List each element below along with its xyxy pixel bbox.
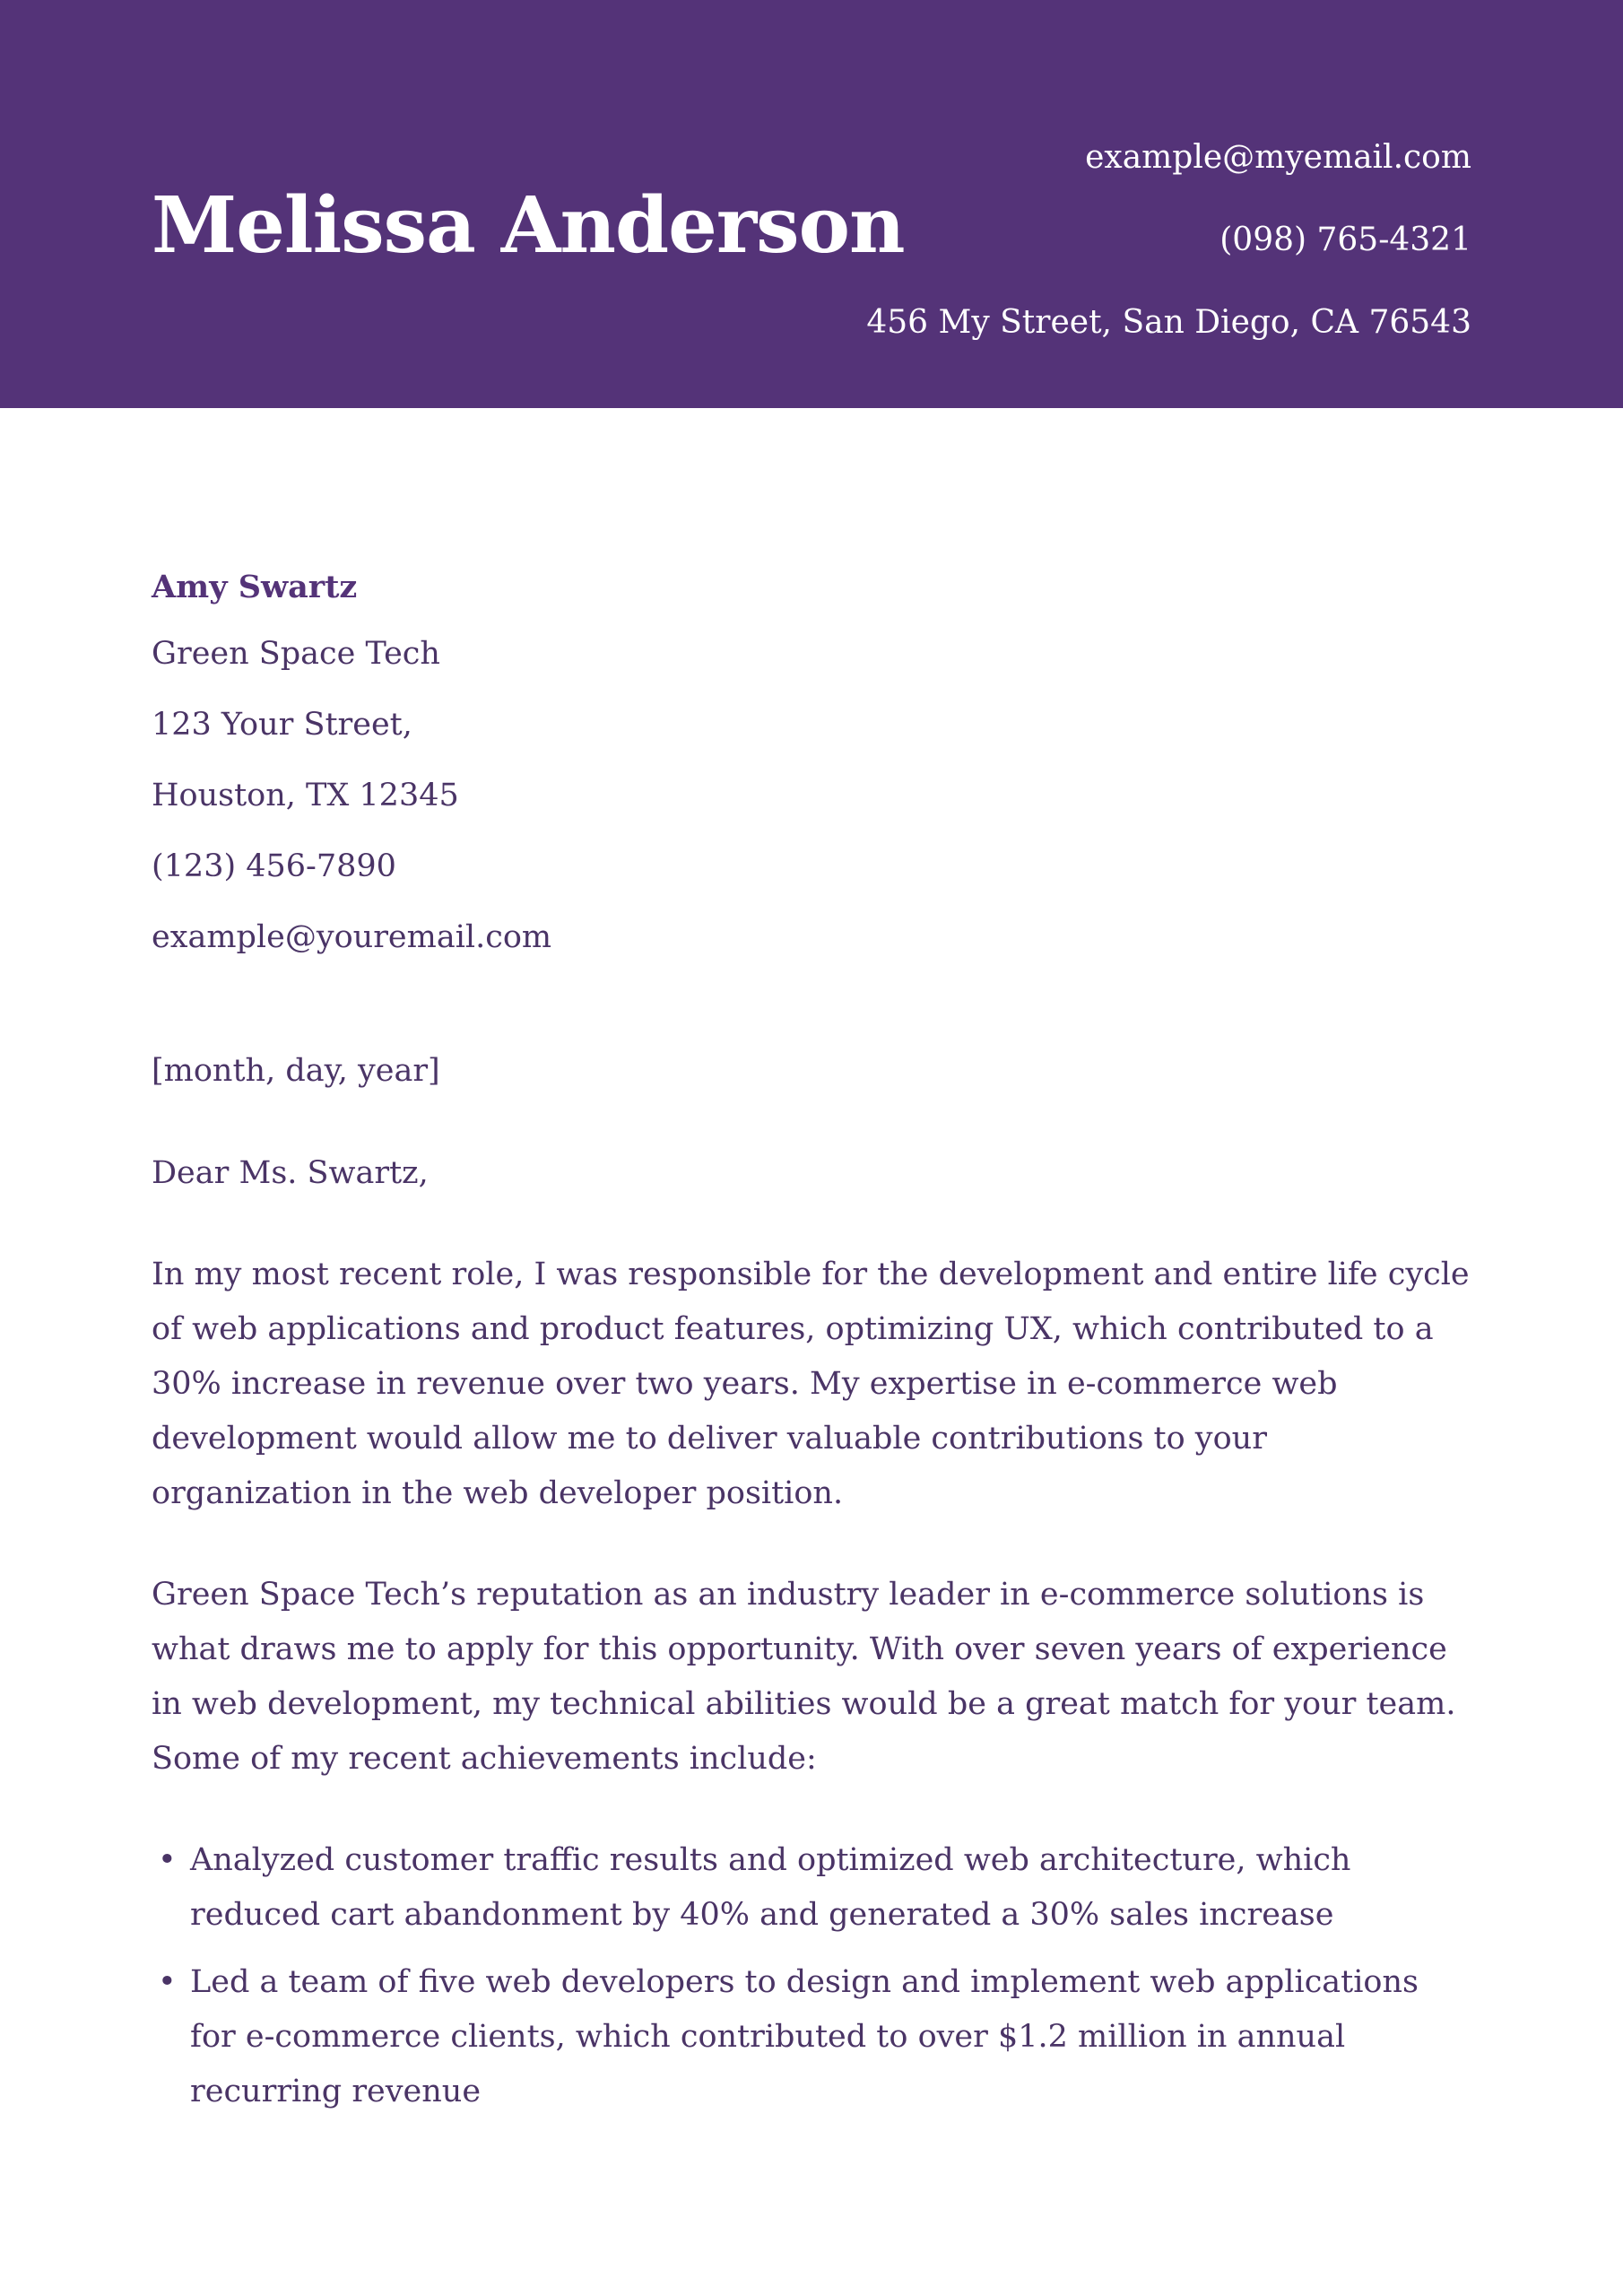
achievement-text: Led a team of five web developers to design and implement web applications for e-commerce clients, which contributed to over $1.2 million in annual recurring revenue [190,1964,1419,2109]
list-item [158,1955,1471,2119]
sender-phone: (098) 765-4321 [1219,222,1471,258]
bullet-icon: • [158,1964,177,2000]
recipient-email: example@youremail.com [152,919,552,955]
header-banner [0,0,1623,408]
paragraph-intro: In my most recent role, I was responsible for the development and entire life cycle of web applications and product features, optimizing UX, which contributed to a 30% increase in revenue over two years. My expertise in e-commerce web development would allow me to deliver valuable contributions to your organization in the web developer position. [152,1257,1470,1511]
letter-date: [month, day, year] [152,1053,440,1089]
recipient-block [152,556,1471,973]
list-item [158,1833,1471,1943]
achievements-list [152,1833,1471,2119]
paragraph-motivation: Green Space Tech’s reputation as an industry leader in e-commerce solutions is what draws me to apply for this opportunity. With over seven years of experience in web development, my technical abilities would be a great match for your team. Some of my recent achievements include: [152,1577,1456,1777]
salutation: Dear Ms. Swartz, [152,1155,429,1191]
sender-email: example@myemail.com [1085,139,1471,176]
recipient-name: Amy Swartz [152,569,358,605]
recipient-street: 123 Your Street, [152,707,412,743]
recipient-city: Houston, TX 12345 [152,778,459,813]
bullet-icon: • [158,1842,177,1878]
letter-body [152,556,1471,2132]
recipient-company: Green Space Tech [152,636,440,672]
sender-name: Melissa Anderson [152,180,905,271]
sender-contact [866,117,1471,364]
recipient-phone: (123) 456-7890 [152,848,396,884]
sender-address: 456 My Street, San Diego, CA 76543 [866,304,1471,341]
achievement-text: Analyzed customer traffic results and optimized web architecture, which reduced cart abandonment by 40% and generated a 30% sales increase [190,1842,1351,1933]
